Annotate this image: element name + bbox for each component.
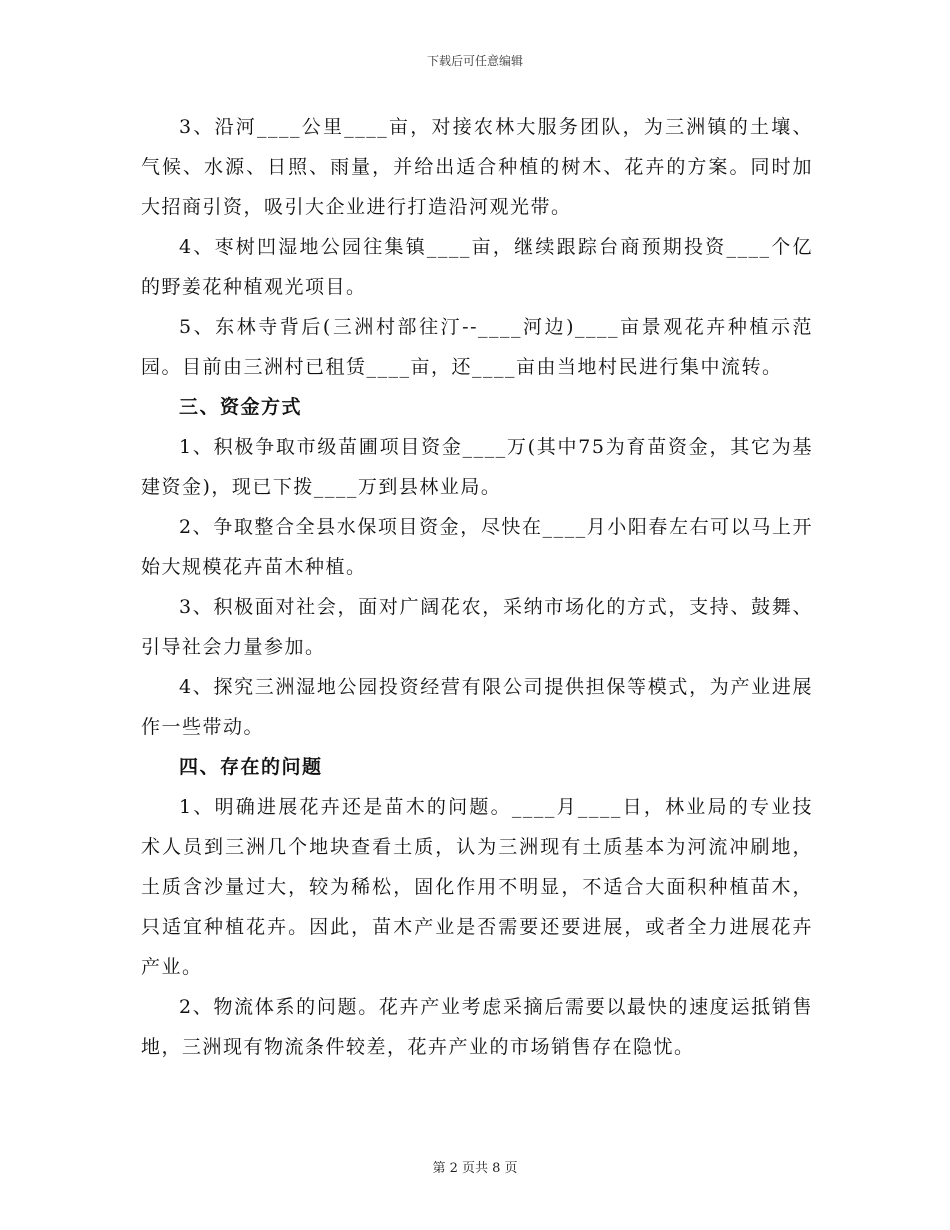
problem-item-2: 2、物流体系的问题。花卉产业考虑采摘后需要以最快的速度运抵销售地，三洲现有物流条件较差，花卉产业的市场销售存在隐忧。: [141, 996, 813, 1058]
section-heading-problems: 四、存在的问题: [179, 756, 323, 778]
funding-item-3: 3、积极面对社会，面对广阔花农，采纳市场化的方式，支持、鼓舞、引导社会力量参加。: [141, 596, 813, 658]
funding-item-2: 2、争取整合全县水保项目资金，尽快在____月小阳春左右可以马上开始大规模花卉苗木种植。: [141, 516, 813, 578]
paragraph-item-3: 3、沿河____公里____亩，对接农林大服务团队，为三洲镇的土壤、气候、水源、日照、雨量，并给出适合种植的树木、花卉的方案。同时加大招商引资，吸引大企业进行打造沿河观光带。: [141, 116, 813, 218]
funding-item-1: 1、积极争取市级苗圃项目资金____万(其中75为育苗资金，其它为基建资金)，现已下拨____万到县林业局。: [141, 436, 813, 498]
page-header: 下载后可任意编辑: [426, 54, 523, 68]
paragraph-item-5: 5、东林寺背后(三洲村部往汀--____河边)____亩景观花卉种植示范园。目前由三洲村已租赁____亩，还____亩由当地村民进行集中流转。: [141, 316, 813, 378]
document-body: [141, 107, 813, 1067]
page-footer: 第 2 页共 8 页: [432, 1161, 518, 1176]
paragraph-item-4: 4、枣树凹湿地公园往集镇____亩，继续跟踪台商预期投资____个亿的野姜花种植观光项目。: [141, 236, 813, 298]
section-heading-funding: 三、资金方式: [179, 396, 303, 418]
problem-item-1: 1、明确进展花卉还是苗木的问题。____月____日，林业局的专业技术人员到三洲几个地块查看土质，认为三洲现有土质基本为河流冲刷地，土质含沙量过大，较为稀松，固化作用不明显，不适合大面积种植苗木，只适宜种植花卉。因此，苗木产业是否需要还要进展，或者全力进展花卉产业。: [141, 796, 813, 978]
funding-item-4: 4、探究三洲湿地公园投资经营有限公司提供担保等模式，为产业进展作一些带动。: [141, 676, 813, 738]
